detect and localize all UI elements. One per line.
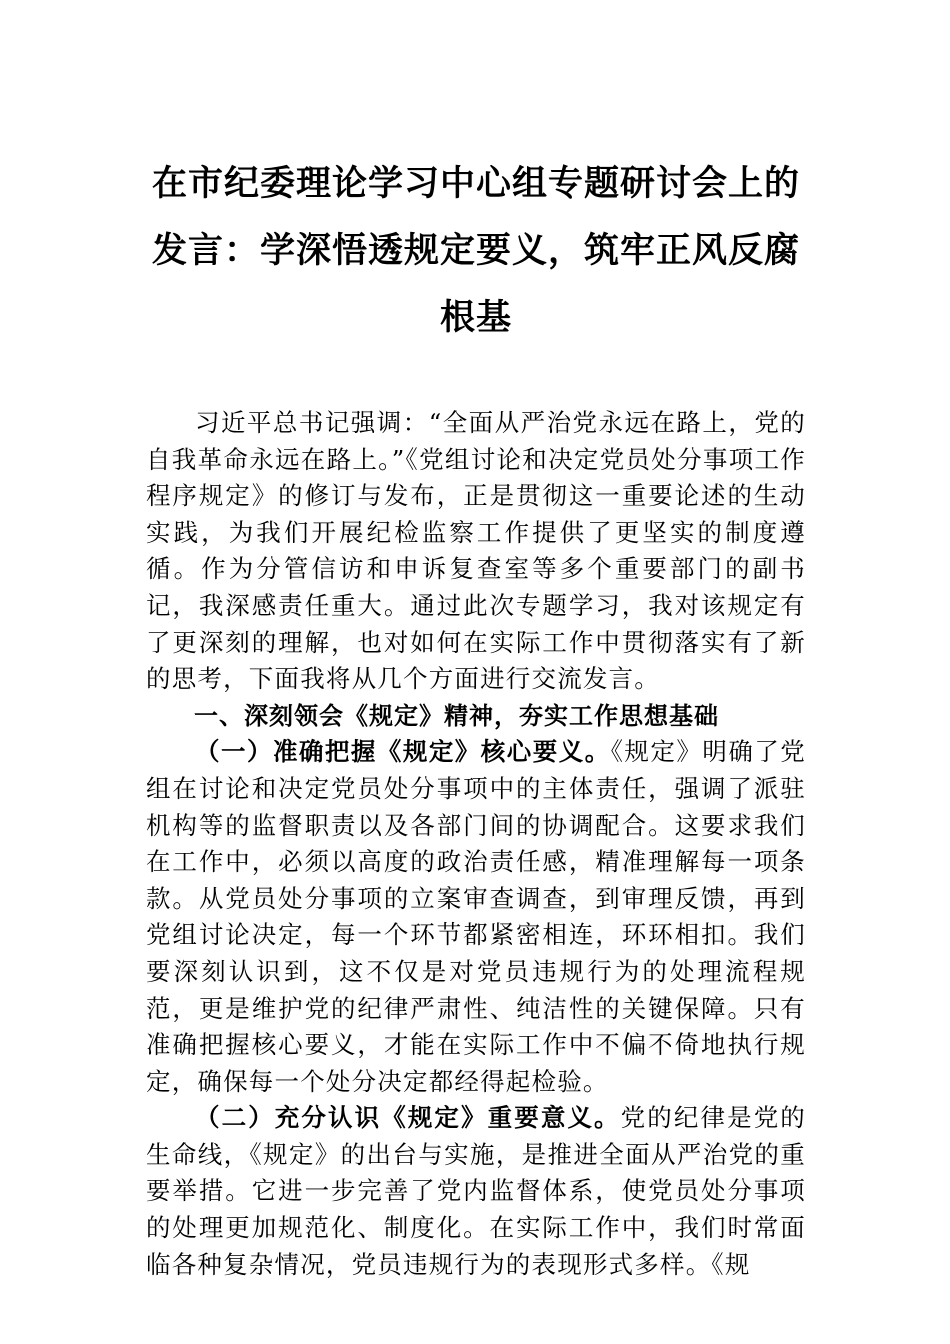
- document-page: [146, 150, 806, 1283]
- subsection-label: （二）充分认识《规定》重要意义。: [195, 1103, 621, 1133]
- paragraph-text: 《规定》明确了党组在讨论和决定党员处分事项中的主体责任，强调了派驻机构等的监督职责以及各部门间的协调配合。这要求我们在工作中，必须以高度的政治责任感，精准理解每一项条款。从党员处分事项的立案审查调查，到审理反馈，再到党组讨论决定，每一个环节都紧密相连，环环相扣。我们要深刻认识到，这不仅是对党员违规行为的处理流程规范，更是维护党的纪律严肃性、纯洁性的关键保障。只有准确把握核心要义，才能在实际工作中不偏不倚地执行规定，确保每一个处分决定都经得起检验。: [146, 737, 806, 1096]
- body-paragraph: [146, 734, 806, 1100]
- body-paragraph: [146, 1100, 806, 1283]
- intro-paragraph: 习近平总书记强调：“全面从严治党永远在路上，党的自我革命永远在路上。”《党组讨论和决定党员处分事项工作程序规定》的修订与发布，正是贯彻这一重要论述的生动实践，为我们开展纪检监察工作提供了更坚实的制度遵循。作为分管信访和申诉复查室等多个重要部门的副书记，我深感责任重大。通过此次专题学习，我对该规定有了更深刻的理解，也对如何在实际工作中贯彻落实有了新的思考，下面我将从几个方面进行交流发言。: [146, 408, 806, 694]
- subsection-label: （一）准确把握《规定》核心要义。: [195, 737, 611, 767]
- document-title: 在市纪委理论学习中心组专题研讨会上的发言：学深悟透规定要义，筑牢正风反腐根基: [151, 163, 800, 338]
- section-heading: 一、深刻领会《规定》精神，夯实工作思想基础: [194, 701, 719, 730]
- paragraph-text: 党的纪律是党的生命线，《规定》的出台与实施，是推进全面从严治党的重要举措。它进一步完善了党内监督体系，使党员处分事项的处理更加规范化、制度化。在实际工作中，我们时常面临各种复杂情况，党员违规行为的表现形式多样。《规: [146, 1103, 806, 1279]
